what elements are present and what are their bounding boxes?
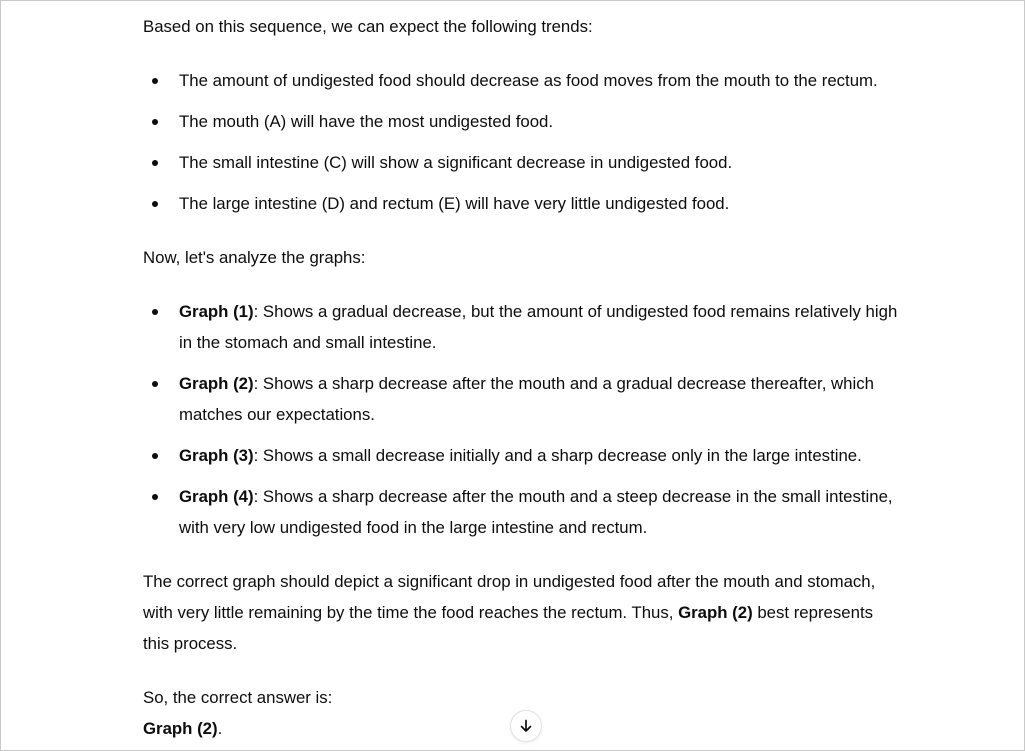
- list-item: The amount of undigested food should decrease as food moves from the mouth to the rectum.: [143, 65, 963, 96]
- bullet-icon: [152, 201, 158, 207]
- graph-1-item: Graph (1): Shows a gradual decrease, but the amount of undigested food remains relatively high in the stomach and small intestine.: [143, 296, 963, 358]
- list-item: The mouth (A) will have the most undigested food.: [143, 106, 963, 137]
- bullet-icon: [152, 160, 158, 166]
- graph-label: Graph (4): [179, 487, 254, 506]
- analysis-intro-paragraph: Now, let's analyze the graphs:: [143, 248, 366, 267]
- graph-label: Graph (3): [179, 446, 254, 465]
- graph-3-item: Graph (3): Shows a small decrease initially and a sharp decrease only in the large intestine.: [143, 440, 963, 471]
- arrow-down-icon: [518, 718, 534, 734]
- graph-label: Graph (1): [179, 302, 254, 321]
- graph-4-item: Graph (4): Shows a sharp decrease after the mouth and a steep decrease in the small intestine, with very low undigested food in the large intestine and rectum.: [143, 481, 963, 543]
- bullet-icon: [152, 309, 158, 315]
- answer-paragraph: So, the correct answer is: Graph (2).: [143, 688, 333, 738]
- conclusion-bold-answer: Graph (2): [678, 603, 753, 622]
- bullet-icon: [152, 381, 158, 387]
- bullet-icon: [152, 78, 158, 84]
- trends-list: [143, 65, 963, 219]
- graph-2-item: Graph (2): Shows a sharp decrease after the mouth and a gradual decrease thereafter, which matches our expectations.: [143, 368, 963, 430]
- scroll-to-bottom-button[interactable]: [510, 710, 542, 742]
- bullet-icon: [152, 494, 158, 500]
- final-answer: Graph (2): [143, 719, 218, 738]
- assistant-message: [143, 11, 963, 744]
- graphs-list: [143, 296, 963, 543]
- bullet-icon: [152, 119, 158, 125]
- bullet-icon: [152, 453, 158, 459]
- list-item: The large intestine (D) and rectum (E) will have very little undigested food.: [143, 188, 963, 219]
- intro-paragraph: Based on this sequence, we can expect the following trends:: [143, 17, 593, 36]
- graph-label: Graph (2): [179, 374, 254, 393]
- list-item: The small intestine (C) will show a significant decrease in undigested food.: [143, 147, 963, 178]
- conclusion-paragraph: The correct graph should depict a significant drop in undigested food after the mouth and stomach, with very little remaining by the time the food reaches the rectum. Thus, Graph (2) best represents this process.: [143, 572, 876, 653]
